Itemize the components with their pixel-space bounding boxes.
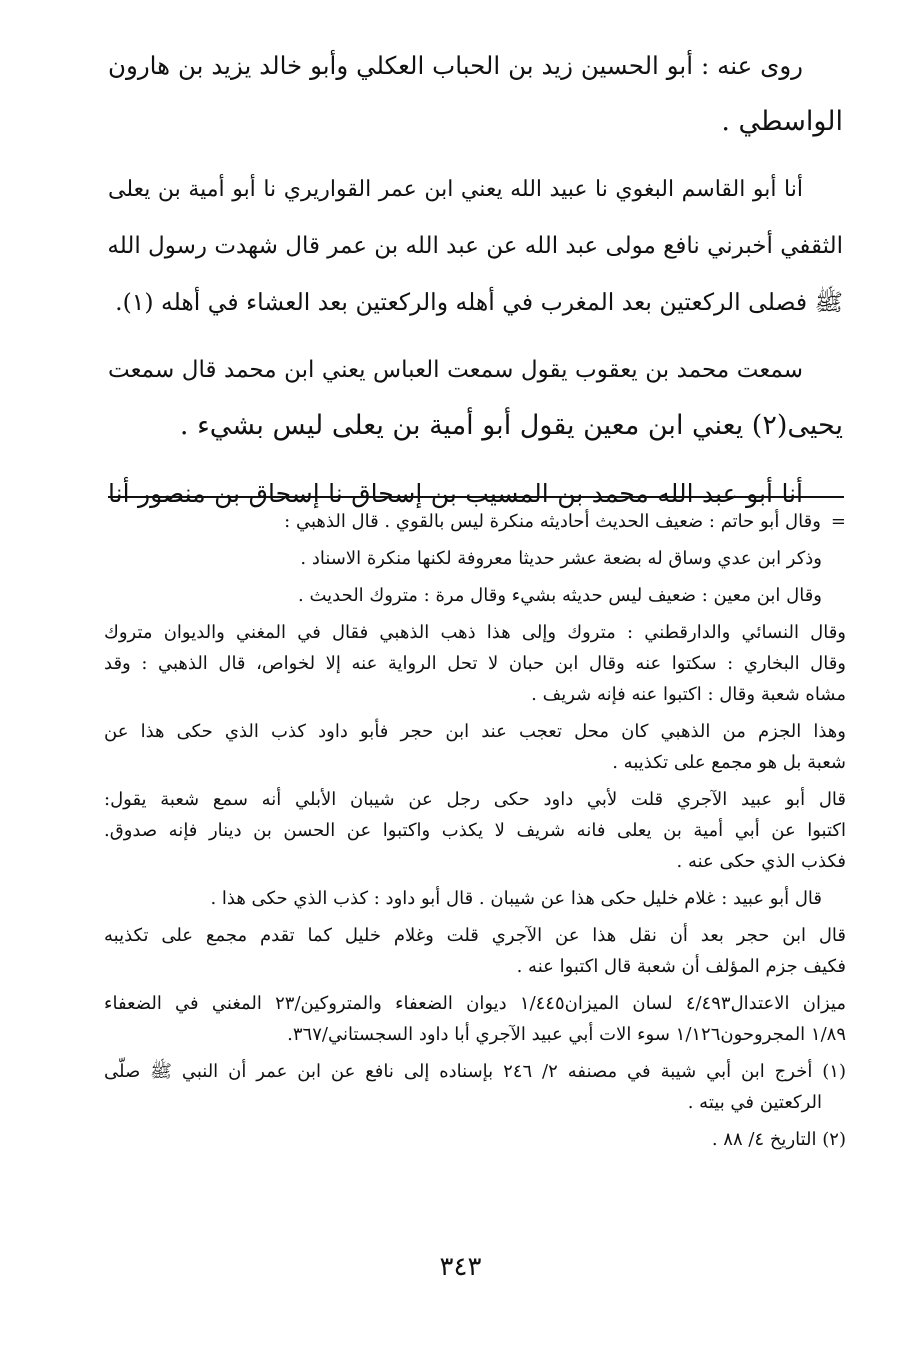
footnote-nasai [104,617,846,710]
footnote-abu-ubaid [104,883,846,914]
page-number: ٣٤٣ [439,1252,482,1282]
text-line: ﷺ فصلى الركعتين بعد المغرب في أهله والركعتين بعد العشاء في أهله (١). [115,288,843,316]
continuation-mark: = [830,511,846,532]
main-text [108,38,843,534]
text-line: ميزان الاعتدال٤/٤٩٣ لسان الميزان١/٤٤٥ ديوان الضعفاء والمتروكين/٢٣ المغني في الضعفاء [104,993,846,1014]
text-line: شعبة بل هو مجمع على تكذيبه . [612,752,846,773]
text-line: الواسطي . [721,106,843,137]
text-line: وقال ابن معين : ضعيف ليس حديثه بشيء وقال مرة : متروك الحديث . [298,585,822,606]
text-line: وهذا الجزم من الذهبي كان محل تعجب عند ابن حجر فأبو داود كذب الذي حكى هذا عن [104,721,846,742]
text-line: يحيى(٢) يعني ابن معين يقول أبو أمية بن يعلى ليس بشيء . [179,410,843,441]
paragraph-narrators [108,38,843,150]
paragraph-hadith [108,162,843,330]
text-line: فكيف جزم المؤلف أن شعبة قال اكتبوا عنه . [516,956,846,977]
footnote-ibn-maeen [104,580,846,611]
footnote-1 [104,1056,846,1118]
text-line: وقال أبو حاتم : ضعيف الحديث أحاديثه منكرة ليس بالقوي . قال الذهبي : [284,511,821,532]
text-line: وذكر ابن عدي وساق له بضعة عشر حديثا معروفة لكنها منكرة الاسناد . [300,548,822,569]
text-line: ١/٨٩ المجروحون١/١٢٦ سوء الات أبي عبيد الآجري أبا داود السجستاني/٣٦٧. [287,1024,846,1045]
text-line: فكذب الذي حكى عنه . [676,851,846,872]
text-line: وقال النسائي والدارقطني : متروك وإلى هذا ذهب الذهبي فقال في المغني والديوان متروك [104,622,846,643]
footnote-ibn-adi [104,543,846,574]
text-line: وقال البخاري : سكتوا عنه وقال ابن حبان لا تحل الرواية عنه إلا لخواص، قال الذهبي : وقد [104,653,846,674]
text-line: الركعتين في بيته . [687,1092,822,1113]
footnote-separator [108,496,844,498]
paragraph-ibn-maeen [108,342,843,454]
text-line: مشاه شعبة وقال : اكتبوا عنه فإنه شريف . [531,684,846,705]
text-line: روى عنه : أبو الحسين زيد بن الحباب العكلي وأبو خالد يزيد بن هارون [108,51,803,80]
footnote-sources [104,988,846,1050]
text-line: قال أبو عبيد الآجري قلت لأبي داود حكى رجل عن شيبان الأبلي أنه سمع شعبة يقول: [104,789,846,810]
footnote-ajurri [104,784,846,877]
footnote-ibn-hajar-note [104,716,846,778]
text-line: (٢) التاريخ ٤/ ٨٨ . [711,1129,846,1150]
text-line: سمعت محمد بن يعقوب يقول سمعت العباس يعني ابن محمد قال سمعت [108,357,803,383]
text-line: اكتبوا عن أبي أمية بن يعلى فانه شريف لا يكذب واكتبوا عن الحسن بن دينار فإنه صدوق. [104,820,846,841]
footnote-abu-hatim [104,506,846,537]
footnote-ibn-hajar-conclusion [104,920,846,982]
text-line: أنا أبو القاسم البغوي نا عبيد الله يعني ابن عمر القواريري نا أبو أمية بن يعلى [108,177,803,202]
footnotes [104,506,846,1161]
text-line: (١) أخرج ابن أبي شيبة في مصنفه ٢/ ٢٤٦ بإسناده إلى نافع عن ابن عمر أن النبي ﷺ صلّى [104,1061,846,1082]
text-line: قال ابن حجر بعد أن نقل هذا عن الآجري قلت وغلام خليل كما تقدم مجمع على تكذيبه [104,925,846,946]
footnote-2 [104,1124,846,1155]
text-line: قال أبو عبيد : غلام خليل حكى هذا عن شيبان . قال أبو داود : كذب الذي حكى هذا . [210,888,822,909]
text-line: الثقفي أخبرني نافع مولى عبد الله عن عبد الله بن عمر قال شهدت رسول الله [107,233,843,259]
text-line: أنا أبو عبد الله محمد بن المسيب بن إسحاق نا إسحاق بن منصور أنا [108,479,803,508]
